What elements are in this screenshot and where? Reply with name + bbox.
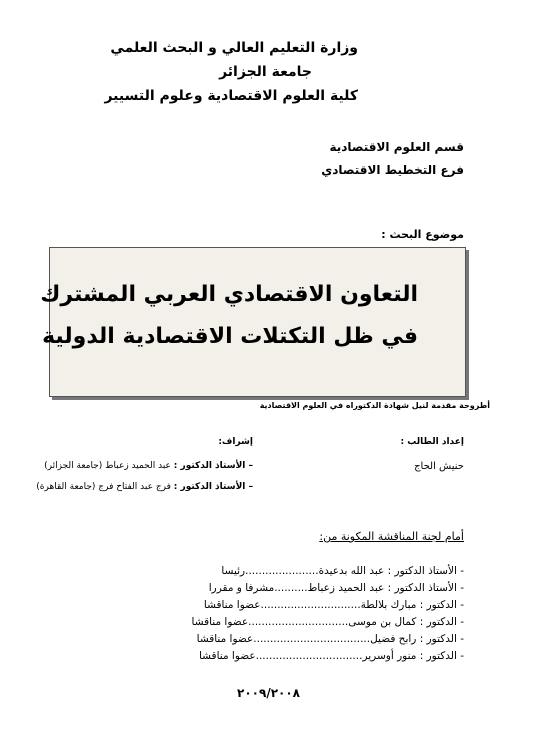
faculty-heading: كلية العلوم الاقتصادية وعلوم التسيير — [104, 88, 358, 104]
department-branch: فرع التخطيط الاقتصادي — [321, 163, 464, 177]
member-dots: .............................. — [260, 599, 361, 611]
supervisor-2-title: – الأستاذ الدكتور : — [173, 482, 253, 492]
title-box — [40, 247, 466, 397]
member-name: - الدكتور : كمال بن موسى — [348, 616, 464, 628]
member-name: - الدكتور : رابح فضيل — [370, 633, 464, 645]
supervisor-2-name: فرج عبد الفتاح فرج (جامعة القاهرة) — [36, 482, 171, 492]
supervisor-1-name: عبد الحميد زعباط (جامعة الجزائر) — [44, 461, 171, 471]
member-role: عضوا مناقشا — [198, 650, 256, 662]
ministry-heading: وزارة التعليم العالي و البحث العلمي — [110, 40, 358, 56]
member-role: عضوا مناقشا — [203, 599, 261, 611]
member-dots: ...................... — [245, 565, 319, 577]
member-name: - الدكتور : مبارك بلالطة — [360, 599, 464, 611]
title-line-2: في ظل التكتلات الاقتصادية الدولية — [42, 324, 418, 349]
committee-member-3 — [134, 599, 464, 611]
member-role: رئيسا — [221, 565, 246, 577]
member-role: مشرفا و مقررا — [208, 582, 275, 594]
committee-member-2 — [134, 582, 464, 594]
department-section: قسم العلوم الاقتصادية — [329, 140, 464, 154]
committee-member-6 — [134, 650, 464, 662]
committee-member-4 — [134, 616, 464, 628]
committee-member-5 — [134, 633, 464, 645]
thesis-note: أطروحة مقدمة لنيل شهادة الدكتوراه في العلوم الاقتصادية — [259, 401, 490, 410]
supervision-label: إشراف: — [218, 437, 253, 447]
preparation-label: إعداد الطالب : — [400, 437, 464, 447]
member-name: - الأستاذ الدكتور : عبد الحميد زعباط — [307, 582, 464, 594]
member-name: - الدكتور : منور أوسرير — [362, 650, 464, 662]
member-dots: .............................. — [248, 616, 349, 628]
university-heading: جامعة الجزائر — [219, 64, 312, 80]
supervisor-1-title: – الأستاذ الدكتور : — [173, 461, 253, 471]
title-line-1: التعاون الاقتصادي العربي المشترك — [40, 282, 418, 307]
subject-label: موضوع البحث : — [381, 228, 464, 241]
student-name: حنيش الحاج — [414, 461, 464, 472]
committee-member-1 — [134, 565, 464, 577]
academic-year: ٢٠٠٩/٢٠٠٨ — [237, 686, 300, 700]
member-role: عضوا مناقشا — [191, 616, 249, 628]
member-role: عضوا مناقشا — [196, 633, 254, 645]
supervisor-1 — [44, 461, 253, 471]
member-dots: .......... — [274, 582, 308, 594]
member-dots: ................................... — [253, 633, 371, 645]
member-dots: ................................ — [255, 650, 363, 662]
member-name: - الأستاذ الدكتور : عبد الله بدعيدة — [318, 565, 464, 577]
committee-label: أمام لجنة المناقشة المكونة من: — [319, 530, 464, 543]
supervisor-2 — [36, 482, 253, 492]
